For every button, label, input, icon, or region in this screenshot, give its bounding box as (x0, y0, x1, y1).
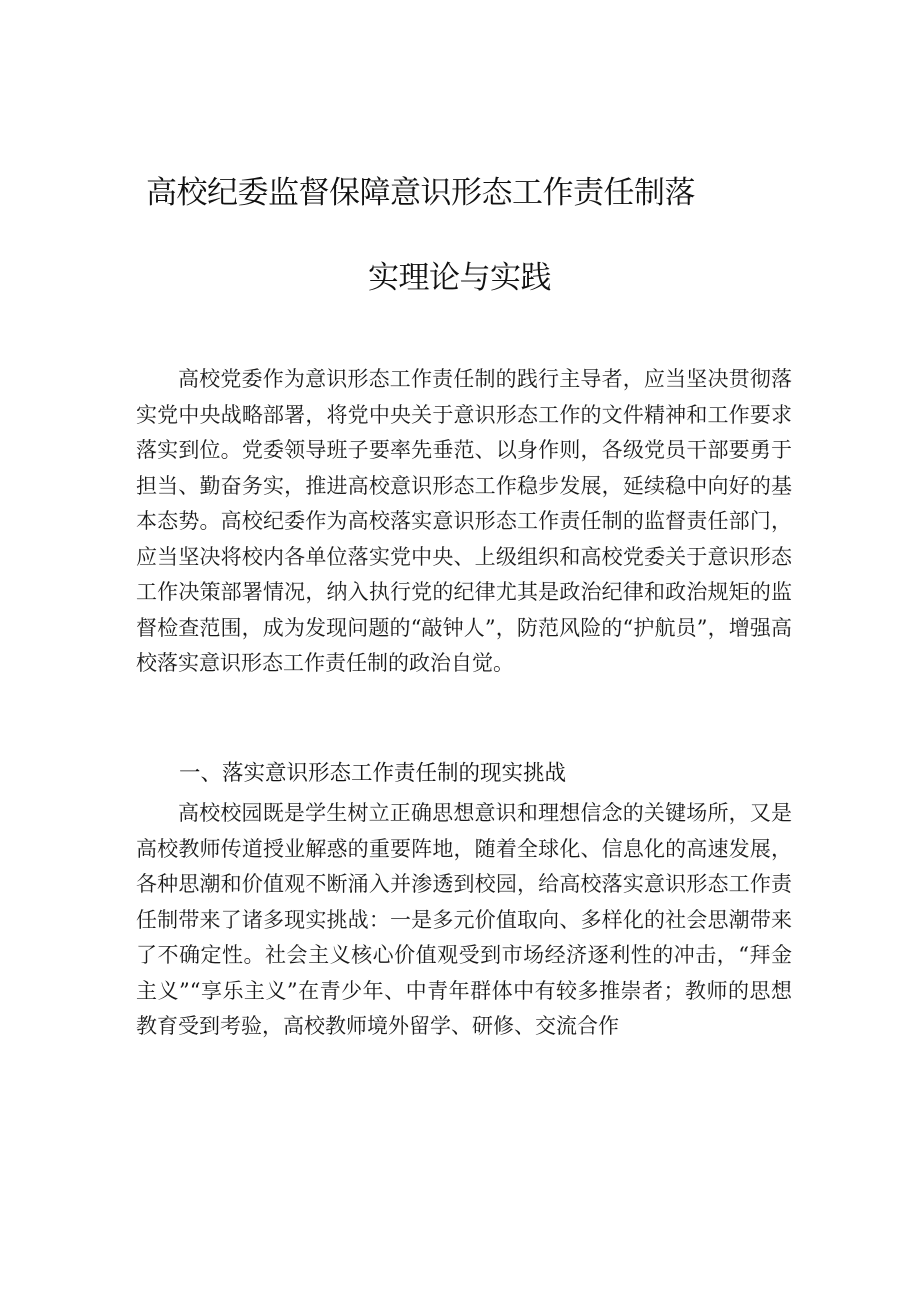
body-paragraph-2: 高校校园既是学生树立正确思想意识和理想信念的关键场所，又是高校教师传道授业解惑的重要阵地，随着全球化、信息化的高速发展，各种思潮和价值观不断涌入并渗透到校园，给高校落实意识形态工作责任制带来了诸多现实挑战：一是多元价值取向、多样化的社会思潮带来了不确定性。社会主义核心价值观受到市场经济逐利性的冲击，“拜金主义”“享乐主义”在青少年、中青年群体中有较多推崇者；教师的思想教育受到考验，高校教师境外留学、研修、交流合作 (136, 801, 792, 1038)
body-paragraph-1: 高校党委作为意识形态工作责任制的践行主导者，应当坚决贯彻落实党中央战略部署，将党中央关于意识形态工作的文件精神和工作要求落实到位。党委领导班子要率先垂范、以身作则，各级党员干部要勇于担当、勤奋务实，推进高校意识形态工作稳步发展，延续稳中向好的基本态势。高校纪委作为高校落实意识形态工作责任制的监督责任部门，应当坚决将校内各单位落实党中央、上级组织和高校党委关于意识形态工作决策部署情况，纳入执行党的纪律尤其是政治纪律和政治规矩的监督检查范围，成为发现问题的“敲钟人”，防范风险的“护航员”，增强高校落实意识形态工作责任制的政治自觉。 (136, 367, 792, 675)
document-title-line-2: 实理论与实践 (368, 260, 551, 296)
document-title-line-1: 高校纪委监督保障意识形态工作责任制落 (146, 175, 695, 211)
section-heading-1: 一、落实意识形态工作责任制的现实挑战 (179, 761, 567, 786)
